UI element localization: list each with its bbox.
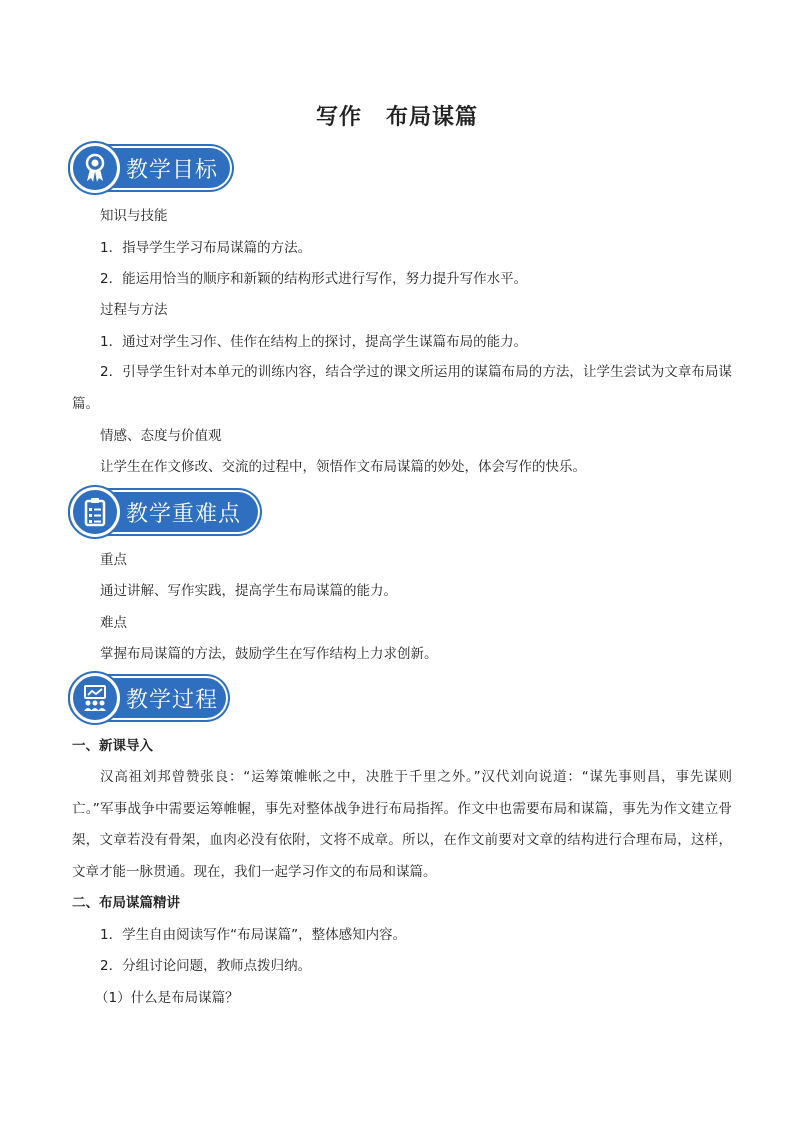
section-title-process: 教学过程 bbox=[126, 687, 219, 713]
title-part-topic: 布局谋篇 bbox=[386, 104, 479, 130]
process-step-2: 2．分组讨论问题，教师点拨归纳。 bbox=[100, 958, 312, 974]
presentation-group-icon bbox=[70, 673, 120, 723]
keypoints-difficulty-text: 掌握布局谋篇的方法，鼓励学生在写作结构上力求创新。 bbox=[100, 646, 438, 662]
objectives-item-2: 2．能运用恰当的顺序和新颖的结构形式进行写作，努力提升写作水平。 bbox=[100, 271, 528, 287]
process-intro-paragraph: 汉高祖刘邦曾赞张良：“运筹策帷帐之中，决胜于千里之外。”汉代刘向说道：“谋先事则昌，事先谋则亡。”军事战争中需要运筹帷幄，事先对整体战争进行布局指挥。作文中也需要布局和谋篇，事先为作文建立骨架，文章若没有骨架，血肉必没有依附，文将不成章。所以，在作文前要对文章的结构进行合理布局，这样，文章才能一脉贯通。现在，我们一起学习作文的布局和谋篇。 bbox=[72, 769, 732, 880]
keypoints-heading-focus: 重点 bbox=[100, 552, 127, 568]
award-ribbon-icon bbox=[70, 143, 120, 193]
process-question-1: （1）什么是布局谋篇？ bbox=[95, 990, 239, 1006]
process-heading-intro: 一、新课导入 bbox=[72, 738, 153, 754]
keypoints-heading-difficulty: 难点 bbox=[100, 615, 127, 631]
objectives-heading-knowledge: 知识与技能 bbox=[100, 208, 168, 224]
objectives-item-3: 1．通过对学生习作、佳作在结构上的探讨，提高学生谋篇布局的能力。 bbox=[100, 334, 528, 350]
objectives-item-4: 2．引导学生针对本单元的训练内容，结合学过的课文所运用的谋篇布局的方法，让学生尝试为文章布局谋篇。 bbox=[72, 364, 732, 412]
process-step-1: 1．学生自由阅读写作“布局谋篇”，整体感知内容。 bbox=[100, 927, 407, 943]
section-title-objectives: 教学目标 bbox=[126, 157, 219, 183]
section-banner-keypoints bbox=[72, 492, 258, 532]
objectives-heading-process: 过程与方法 bbox=[100, 302, 168, 318]
clipboard-checklist-icon bbox=[70, 487, 120, 537]
process-heading-lecture: 二、布局谋篇精讲 bbox=[72, 895, 180, 911]
title-part-writing: 写作 bbox=[315, 104, 362, 130]
section-banner-objectives bbox=[72, 148, 230, 188]
keypoints-focus-text: 通过讲解、写作实践，提高学生布局谋篇的能力。 bbox=[100, 583, 397, 599]
objectives-item-5: 让学生在作文修改、交流的过程中，领悟作文布局谋篇的妙处，体会写作的快乐。 bbox=[100, 459, 586, 475]
section-banner-process bbox=[72, 678, 226, 718]
page-title bbox=[0, 100, 794, 131]
objectives-item-1: 1．指导学生学习布局谋篇的方法。 bbox=[100, 240, 312, 256]
section-title-keypoints: 教学重难点 bbox=[126, 501, 242, 527]
objectives-heading-emotion: 情感、态度与价值观 bbox=[100, 428, 222, 444]
